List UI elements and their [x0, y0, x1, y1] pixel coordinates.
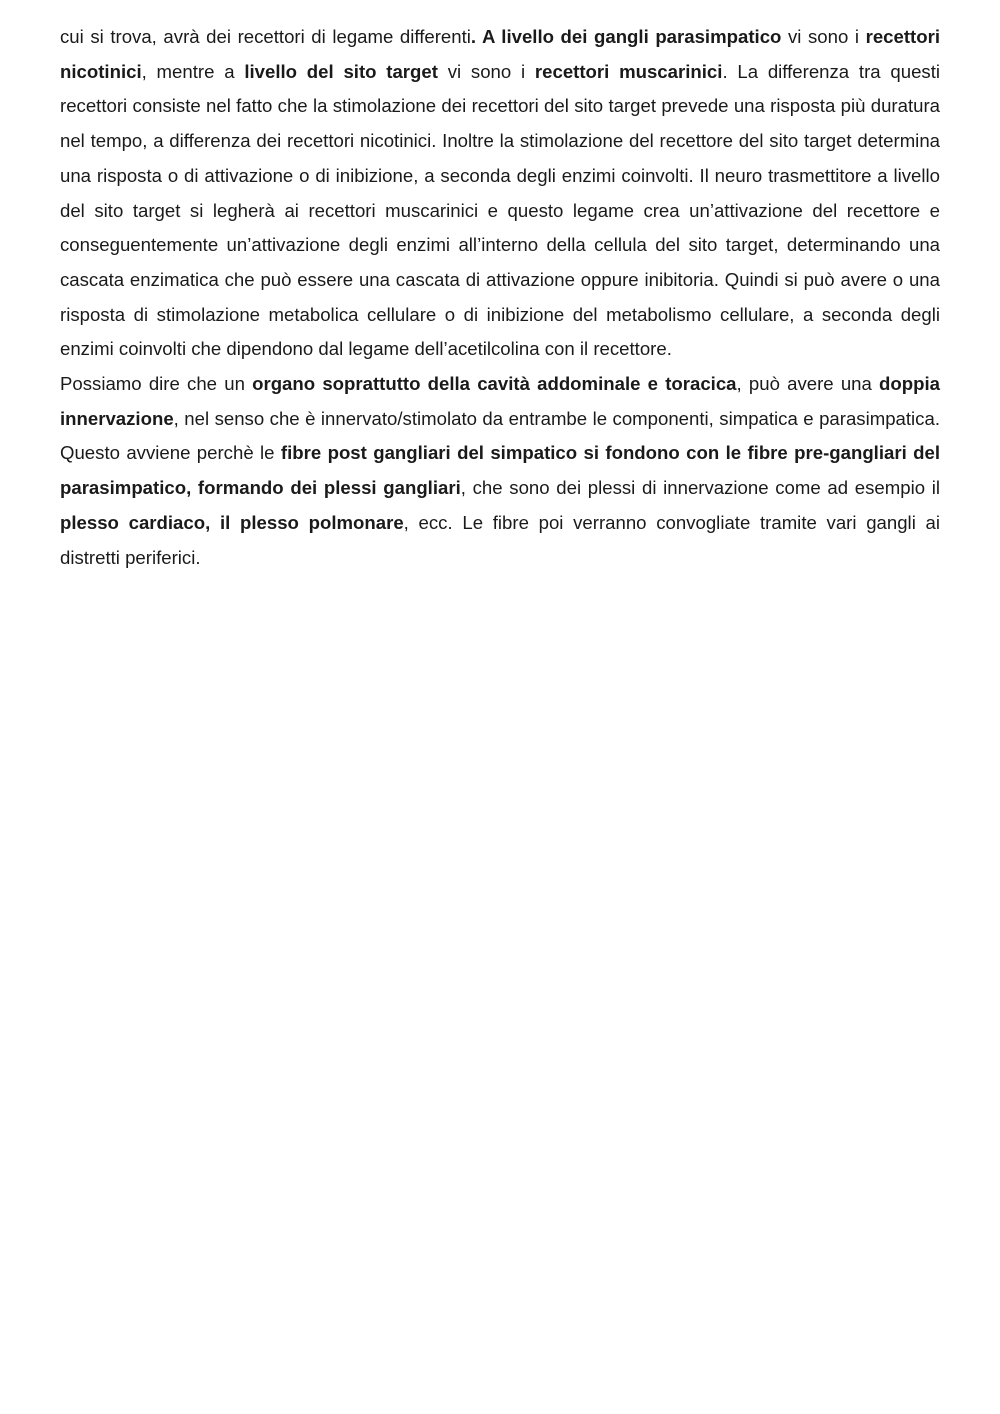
bold-segment: livello del sito target: [244, 60, 438, 82]
text-segment: , nel senso che è innervato/stimolato da entrambe le componenti, simpatica e parasimpatica. Questo avviene perchè le: [60, 407, 940, 464]
paragraph-double-innervation: [60, 367, 940, 575]
text-segment: , può avere una: [736, 373, 880, 395]
document-page: [60, 20, 940, 575]
paragraph-receptors: [60, 20, 940, 367]
text-segment: vi sono i: [437, 60, 535, 82]
text-segment: , che sono dei plessi di innervazione come ad esempio il: [460, 477, 940, 499]
bold-segment: recettori muscarinici: [534, 60, 723, 82]
bold-segment: plesso cardiaco, il plesso polmonare: [60, 511, 404, 533]
text-segment: , mentre a: [141, 60, 245, 82]
text-segment: , ecc. Le fibre poi verranno convogliate tramite vari gangli ai distretti periferici.: [60, 511, 941, 568]
bold-segment: doppia innervazione: [60, 373, 940, 429]
bold-segment: recettori nicotinici: [60, 26, 940, 82]
bold-segment: fibre post gangliari del simpatico si fondono con le fibre pre-gangliari del parasimpatico, formando dei plessi gangliari: [60, 442, 940, 499]
text-segment: . La differenza tra questi recettori consiste nel fatto che la stimolazione dei recettori del sito target prevede una risposta più duratura nel tempo, a differenza dei recettori nicotinici. Inoltre la stimolazione del recettore del sito target determina una risposta o di attivazione o di inibizione, a seconda degli enzimi coinvolti. Il neuro trasmettitore a livello del sito target si legherà ai recettori muscarinici e questo legame crea un’attivazione del recettore e conseguentemente un’attivazione degli enzimi all’interno della cellula del sito target, determinando una cascata enzimatica che può essere una cascata di attivazione oppure inibitoria. Quindi si può avere o una risposta di stimolazione metabolica cellulare o di inibizione del metabolismo cellulare, a seconda degli enzimi coinvolti che dipendono dal legame dell’acetilcolina con il recettore.: [60, 60, 941, 360]
text-segment: Possiamo dire che un: [60, 373, 253, 395]
bold-segment: . A livello dei gangli parasimpatico: [470, 26, 782, 47]
bold-segment: organo soprattutto della cavità addominale e toracica: [252, 373, 737, 395]
text-segment: vi sono i: [781, 26, 866, 47]
text-segment: cui si trova, avrà dei recettori di legame differenti: [60, 26, 471, 47]
